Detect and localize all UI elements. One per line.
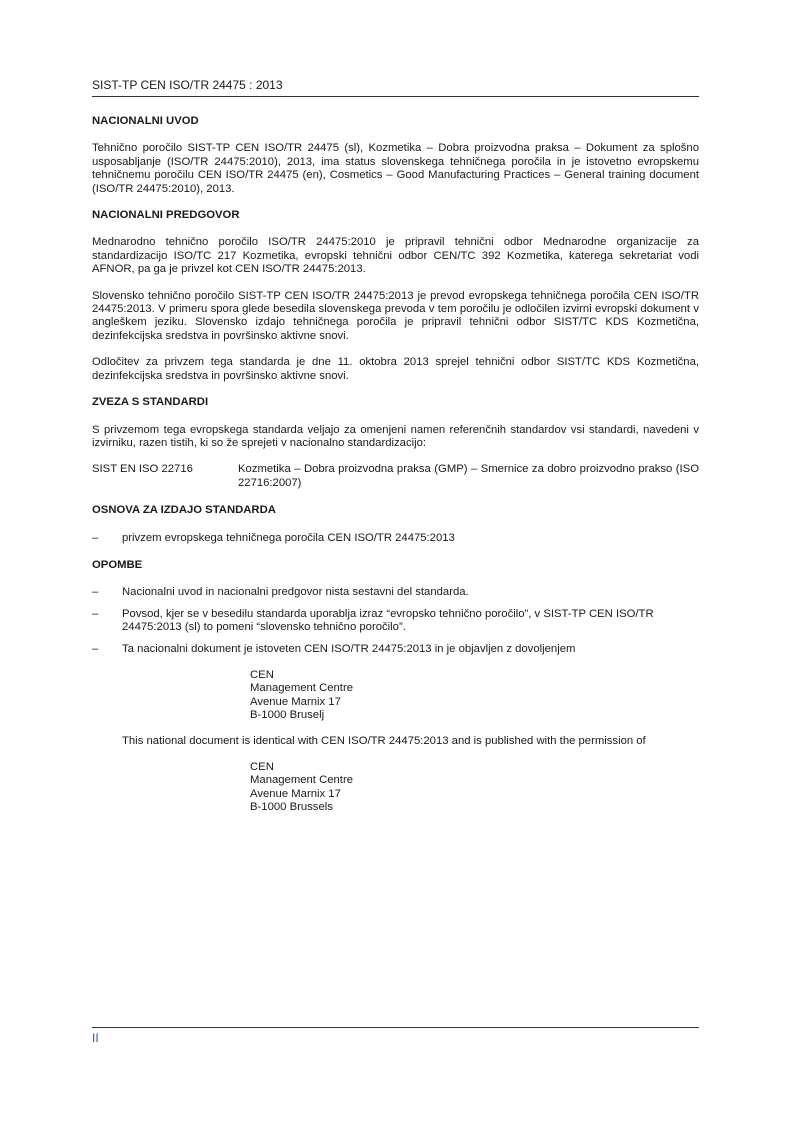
basis-list-item [92,532,699,545]
document-body [92,115,699,827]
dash-bullet: – [92,642,99,655]
heading-basis: OSNOVA ZA IZDAJO STANDARDA [92,504,276,517]
notes-item-text: Ta nacionalni dokument je istoveten CEN ISO/TR 24475:2013 in je objavljen z dovoljenjem [122,642,576,655]
address-line: CEN [250,761,274,773]
page-number: II [92,1031,99,1045]
header-divider [92,96,699,97]
heading-national-intro: NACIONALNI UVOD [92,115,199,127]
notes-item-text: Povsod, kjer se v besedilu standarda uporablja izraz “evropsko tehnično poročilo”, v SIST-TP CEN ISO/TR 24475:2013 (sl) to pomeni “slovensko tehnično poročilo”. [122,607,654,634]
foreword-paragraph-2: Slovensko tehnično poročilo SIST-TP CEN ISO/TR 24475:2013 je prevod evropskega tehničnega poročila CEN ISO/TR 24475:2013. V primeru spora glede besedila slovenskega prevoda v tem poročilu je odločilen izvirni evropski dokument v angleškem jeziku. Slovensko izdajo tehničnega poročila je pripravil tehnični odbor SIST/TC KDS Kozmetična, dezinfekcijska sredstva in površinsko aktivne snovi. [92,289,699,342]
notes-list-item [92,643,699,656]
address-block-english [250,761,699,815]
national-intro-paragraph: Tehnično poročilo SIST-TP CEN ISO/TR 24475 (sl), Kozmetika – Dobra proizvodna praksa – Dokument za splošno usposabljanje (ISO/TR 24475:2010), 2013, ima status slovenskega tehničnega poročila in je istovetno evropskemu tehničnemu poročilu CEN ISO/TR 24475 (en), Cosmetics – Good Manufacturing Practices – General training document (ISO/TR 24475:2010), 2013. [92,142,699,195]
page-header: SIST-TP CEN ISO/TR 24475 : 2013 [92,78,283,92]
english-permission-paragraph: This national document is identical with CEN ISO/TR 24475:2013 and is published with the permission of [122,734,646,747]
notes-item-text: Nacionalni uvod in nacionalni predgovor nista sestavni del standarda. [122,586,469,599]
address-block-slovenian [250,669,699,723]
dash-bullet: – [92,607,99,620]
reference-standard-code: SIST EN ISO 22716 [92,463,193,476]
notes-list [92,586,699,656]
address-line: Management Centre [250,682,353,695]
address-line: CEN [250,668,274,681]
reference-standard-title: Kozmetika – Dobra proizvodna praksa (GMP) – Smernice za dobro proizvodno prakso (ISO 22716:2007) [238,463,699,489]
footer-divider [92,1027,699,1028]
dash-bullet: – [92,586,99,599]
heading-notes: OPOMBE [92,558,143,571]
notes-list-item [92,608,699,635]
standards-link-paragraph: S privzemom tega evropskega standarda veljajo za omenjeni namen referenčnih standardov vsi standardi, navedeni v izvirniku, razen tistih, ki so že sprejeti v nacionalno standardizacijo: [92,423,699,449]
heading-standards-link: ZVEZA S STANDARDI [92,396,209,409]
reference-standard-row [92,463,699,490]
address-line: B-1000 Brussels [250,801,333,814]
heading-national-foreword: NACIONALNI PREDGOVOR [92,209,240,222]
notes-list-item [92,586,699,599]
address-line: Management Centre [250,774,353,787]
document-page [92,0,699,1122]
address-line: B-1000 Bruselj [250,709,325,722]
basis-item-text: privzem evropskega tehničnega poročila CEN ISO/TR 24475:2013 [122,531,455,544]
address-line: Avenue Marnix 17 [250,787,341,800]
foreword-paragraph-1: Mednarodno tehnično poročilo ISO/TR 24475:2010 je pripravil tehnični odbor Mednarodne organizacije za standardizacijo ISO/TC 217 Kozmetika, evropski tehnični odbor CEN/TC 392 Kozmetika, katerega sekretariat vodi AFNOR, pa ga je privzel kot CEN ISO/TR 24475:2013. [92,236,699,276]
dash-bullet: – [92,531,99,544]
address-line: Avenue Marnix 17 [250,695,341,708]
foreword-paragraph-3: Odločitev za privzem tega standarda je dne 11. oktobra 2013 sprejel tehnični odbor SIST/TC KDS Kozmetična, dezinfekcijska sredstva in površinsko aktivne snovi. [92,356,699,382]
